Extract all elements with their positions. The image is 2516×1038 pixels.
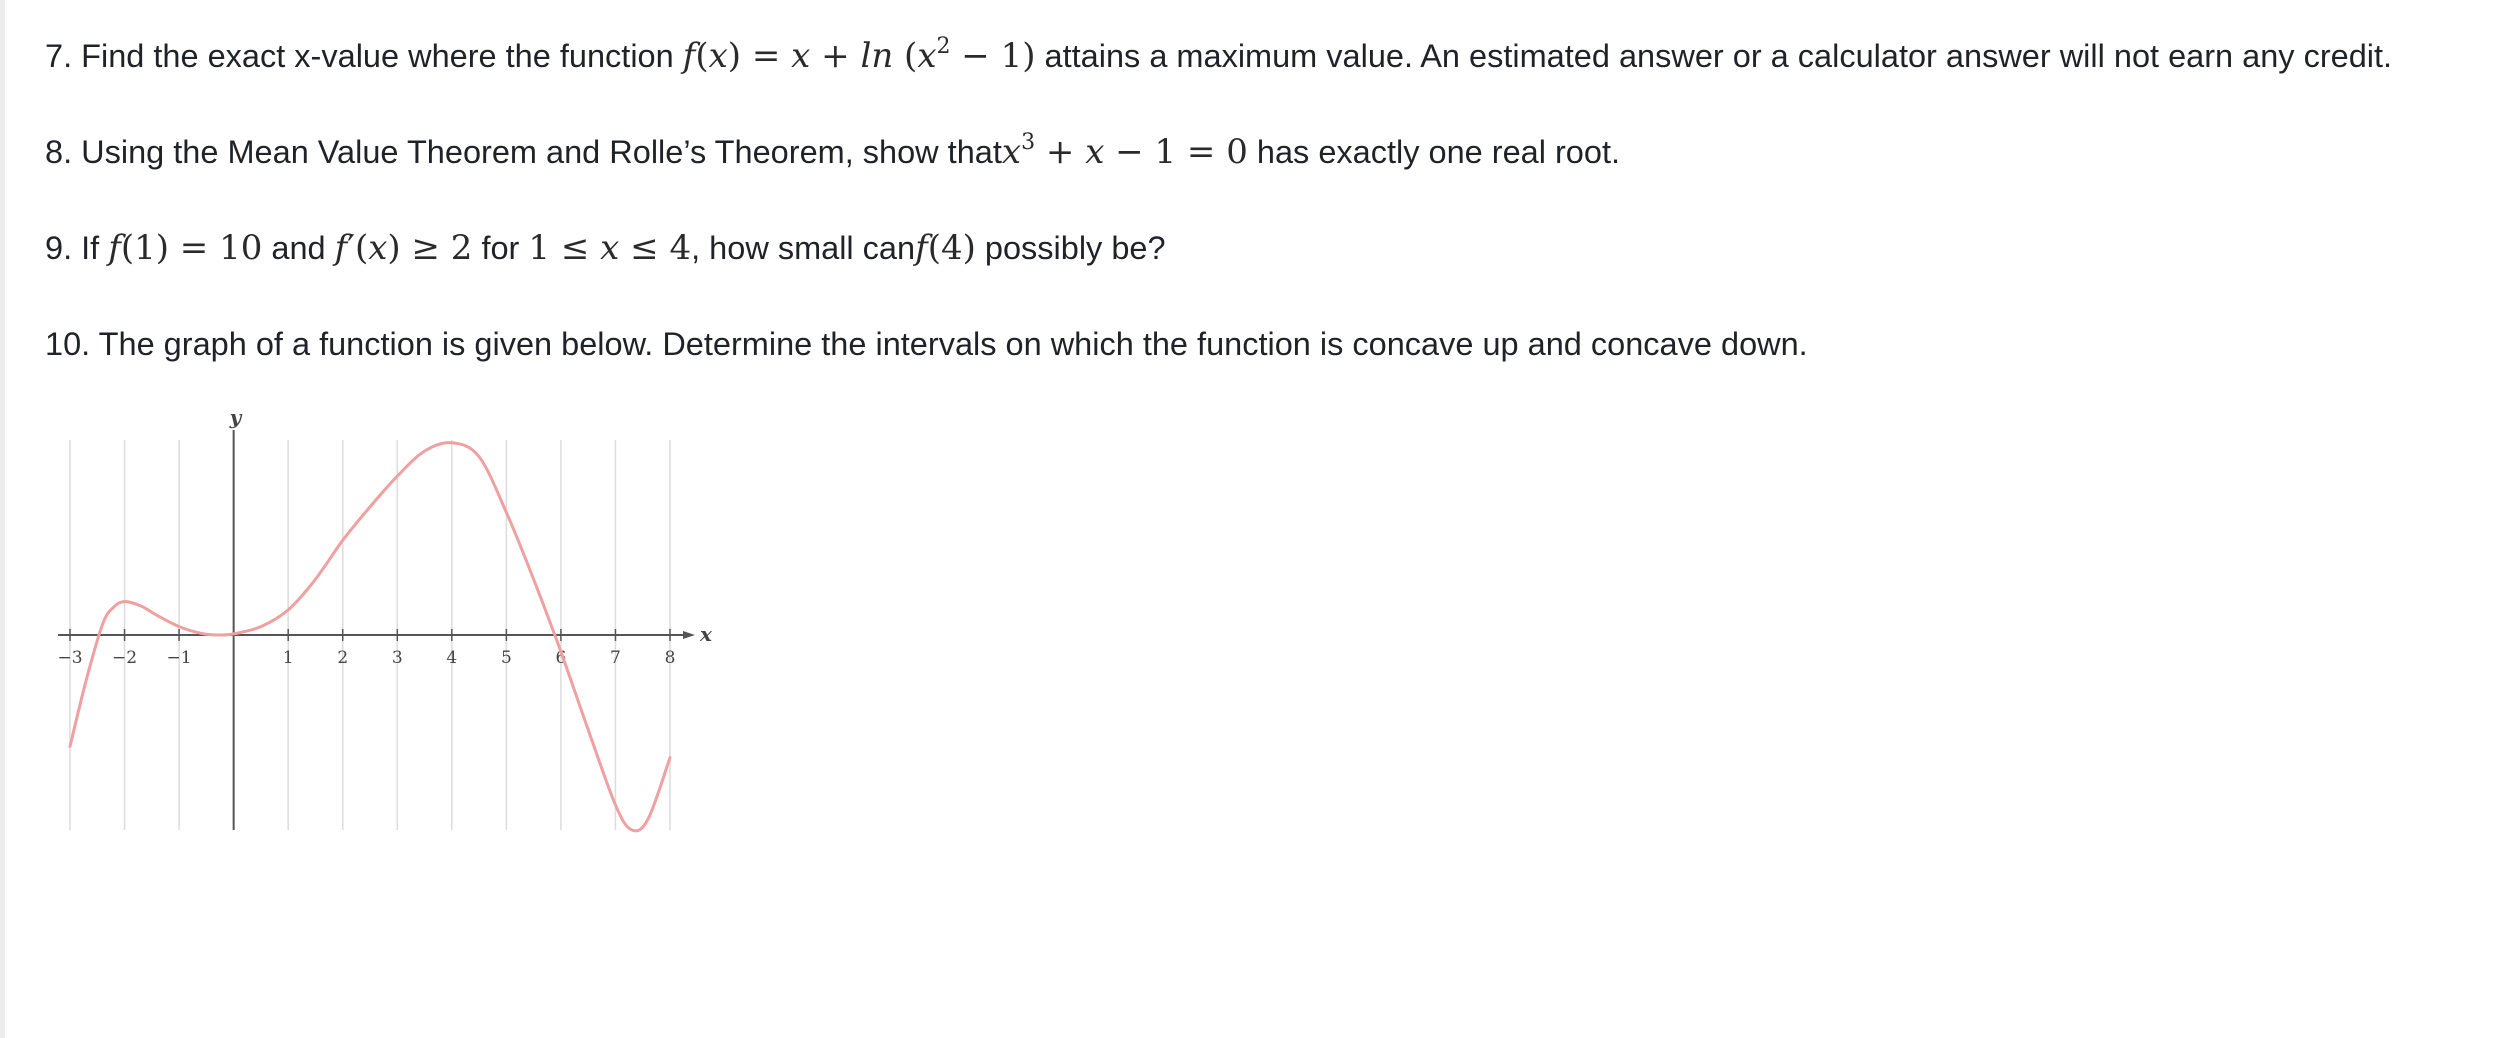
question-text-tail: has exactly one real root.: [1256, 134, 1621, 170]
question-text: The graph of a function is given below. Determine the intervals on which the function is concave up and concave down.: [98, 326, 1808, 362]
text-how-small: , how small can: [691, 230, 916, 266]
function-graph: [50, 400, 730, 850]
condition-f1: f(1) = 10: [108, 228, 263, 268]
condition-derivative: f′(x) ≥ 2: [334, 228, 473, 268]
equation: $x^3 + x - 1 = 0$: [1001, 130, 1248, 172]
x-tick-label: −2: [112, 648, 138, 668]
question-text-tail: attains a maximum value. An estimated answer or a calculator answer will not earn any credit.: [1044, 38, 2393, 74]
x-tick-label: −1: [166, 648, 192, 668]
question-number: 9.: [45, 230, 73, 266]
function-curve: [70, 443, 670, 831]
x-tick-label: 5: [500, 648, 512, 668]
question-number: 8.: [45, 134, 73, 170]
left-border: [0, 0, 5, 1038]
x-axis-label: x: [700, 622, 712, 646]
x-tick-label: 1: [282, 648, 294, 668]
question-text-tail: possibly be?: [984, 230, 1166, 266]
interval: 1 ≤ x ≤ 4: [528, 228, 692, 268]
x-tick-label: 3: [391, 648, 403, 668]
text-if: If: [81, 230, 100, 266]
function-formula: $f(x) = x + \ln (x^2 - 1)$: [682, 34, 1036, 76]
x-tick-label: 6: [555, 648, 567, 668]
y-axis-label: y: [229, 405, 242, 429]
x-tick-label: 4: [446, 648, 458, 668]
question-9: [45, 226, 1166, 270]
question-text: Find the exact x-value where the function: [81, 38, 674, 74]
question-number: 10.: [45, 326, 91, 362]
x-tick-label: −3: [57, 648, 83, 668]
question-8: [45, 130, 1620, 174]
x-tick-label: 8: [664, 648, 676, 668]
text-for: for: [481, 230, 520, 266]
question-10: [45, 322, 1808, 366]
text-and: and: [271, 230, 326, 266]
question-number: 7.: [45, 38, 73, 74]
x-tick-label: 7: [610, 648, 621, 668]
x-tick-label: 2: [337, 648, 349, 668]
value-f4: f(4): [915, 228, 976, 268]
question-7: [45, 34, 2392, 78]
question-text: Using the Mean Value Theorem and Rolle’s Theorem, show that: [81, 134, 1002, 170]
x-axis-arrow: [683, 631, 695, 639]
